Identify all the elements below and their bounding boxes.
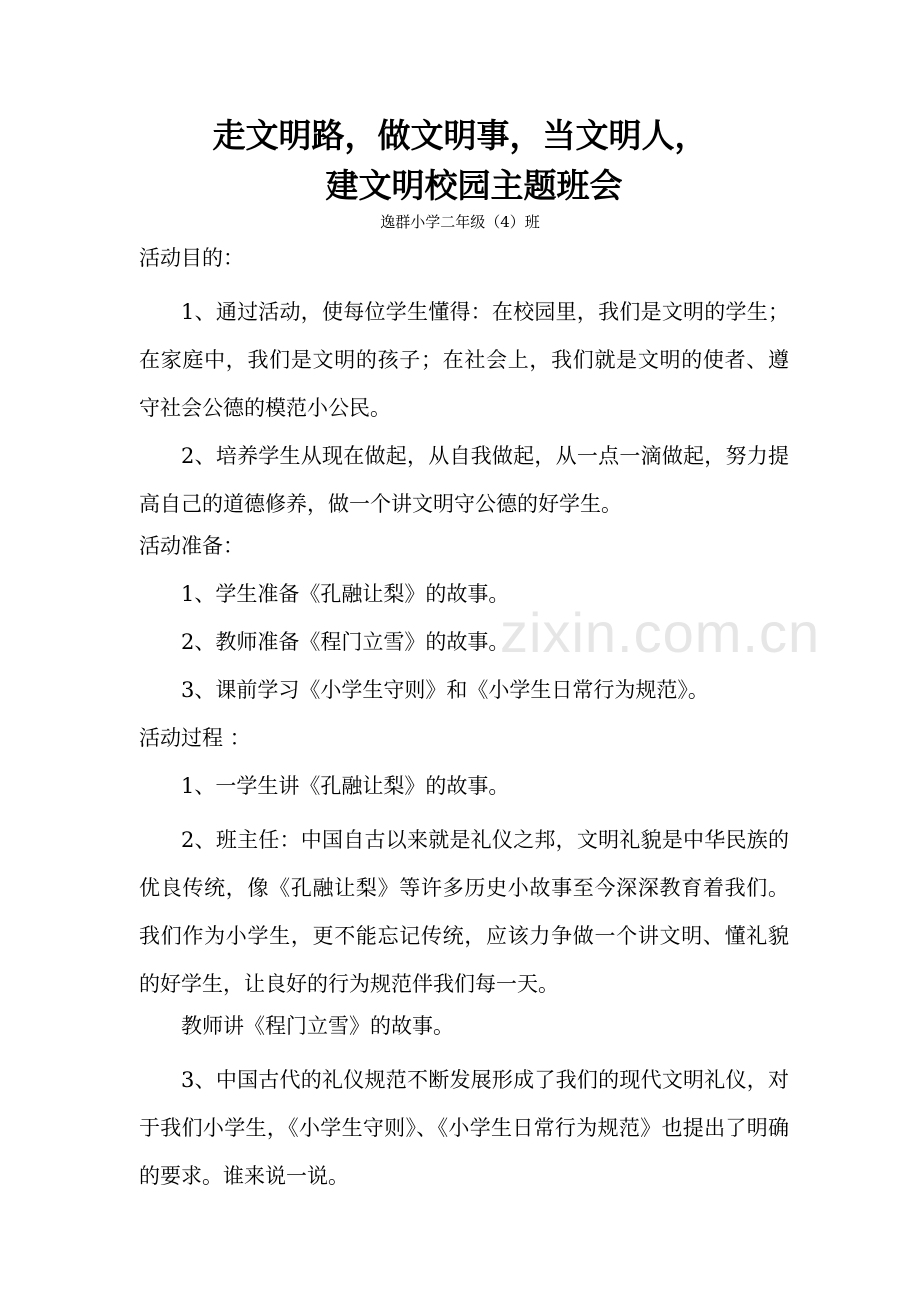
document-title-line-2: 建文明校园主题班会 (325, 166, 623, 205)
prep-item-2: 2、教师准备《程门立雪》的故事。 (181, 630, 510, 654)
document-body (139, 240, 789, 1200)
goal-item-1: 1、通过活动，使每位学生懂得：在校园里，我们是文明的学生；在家庭中，我们是文明的孩子；在社会上，我们就是文明的使者、遵守社会公德的模范小公民。 (139, 300, 789, 420)
process-item-1: 1、一学生讲《孔融让梨》的故事。 (181, 774, 510, 798)
goal-item-2: 2、培养学生从现在做起，从自我做起，从一点一滴做起，努力提高自己的道德修养，做一个讲文明守公德的好学生。 (139, 444, 789, 516)
section-heading-goal: 活动目的： (139, 246, 244, 270)
prep-item-1: 1、学生准备《孔融让梨》的故事。 (181, 582, 510, 606)
watermark: zixin.com.cn (500, 601, 821, 664)
document-subtitle: 逸群小学二年级（4）班 (380, 213, 540, 231)
prep-item-3: 3、课前学习《小学生守则》和《小学生日常行为规范》。 (181, 678, 709, 702)
process-item-3: 3、中国古代的礼仪规范不断发展形成了我们的现代文明礼仪，对于我们小学生，《小学生守则》、《小学生日常行为规范》也提出了明确的要求。谁来说一说。 (139, 1068, 789, 1188)
section-heading-prep: 活动准备： (139, 534, 244, 558)
section-heading-process: 活动过程 ： (139, 726, 251, 750)
process-teacher-story: 教师讲《程门立雪》的故事。 (181, 1014, 454, 1038)
process-item-2: 2、班主任：中国自古以来就是礼仪之邦，文明礼貌是中华民族的优良传统，像《孔融让梨》等许多历史小故事至今深深教育着我们。我们作为小学生，更不能忘记传统，应该力争做一个讲文明、懂礼貌的好学生，让良好的行为规范伴我们每一天。 (139, 828, 789, 996)
document-title-line-1: 走文明路，做文明事，当文明人， (212, 116, 708, 155)
